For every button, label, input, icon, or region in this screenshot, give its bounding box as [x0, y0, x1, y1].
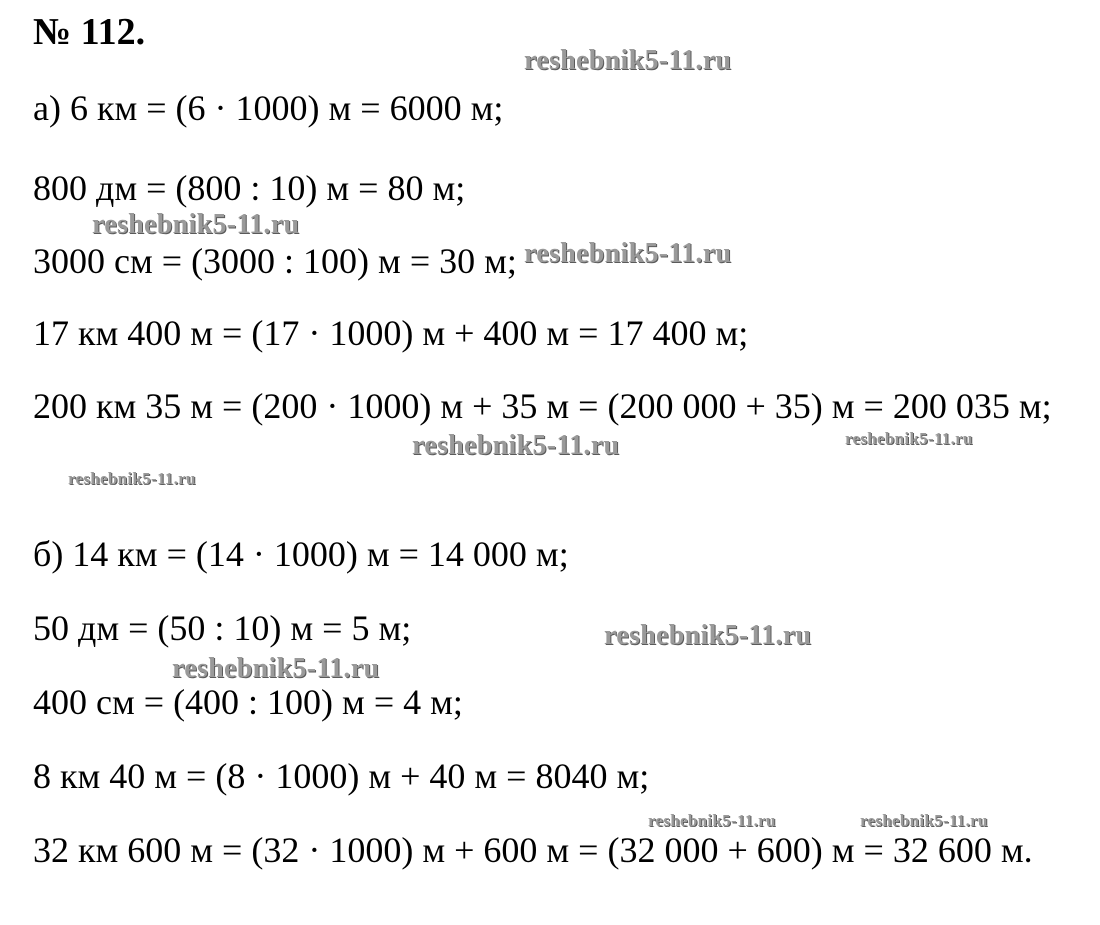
- watermark: reshebnik5-11.ru: [648, 811, 776, 830]
- solution-line-a5: 200 км 35 м = (200 · 1000) м + 35 м = (200 000 + 35) м = 200 035 м;: [33, 386, 1052, 426]
- solution-line-b5: 32 км 600 м = (32 · 1000) м + 600 м = (32 000 + 600) м = 32 600 м.: [33, 830, 1033, 870]
- watermark: reshebnik5-11.ru: [68, 469, 196, 488]
- watermark: reshebnik5-11.ru: [860, 811, 988, 830]
- solution-line-a2: 800 дм = (800 : 10) м = 80 м;: [33, 168, 466, 208]
- watermark: reshebnik5-11.ru: [524, 45, 732, 76]
- watermark: reshebnik5-11.ru: [92, 209, 300, 240]
- watermark: reshebnik5-11.ru: [524, 238, 732, 269]
- solution-line-a4: 17 км 400 м = (17 · 1000) м + 400 м = 17 400 м;: [33, 313, 749, 353]
- solution-line-b1: б) 14 км = (14 · 1000) м = 14 000 м;: [33, 534, 569, 574]
- problem-title: № 112.: [33, 11, 146, 53]
- watermark: reshebnik5-11.ru: [412, 430, 620, 461]
- solution-line-b2: 50 дм = (50 : 10) м = 5 м;: [33, 608, 412, 648]
- solution-line-a1: а) 6 км = (6 · 1000) м = 6000 м;: [33, 88, 504, 128]
- watermark: reshebnik5-11.ru: [604, 620, 812, 651]
- solution-line-b3: 400 см = (400 : 100) м = 4 м;: [33, 682, 463, 722]
- watermark: reshebnik5-11.ru: [172, 653, 380, 684]
- solution-line-a3: 3000 см = (3000 : 100) м = 30 м;: [33, 241, 517, 281]
- watermark: reshebnik5-11.ru: [845, 429, 973, 448]
- solution-line-b4: 8 км 40 м = (8 · 1000) м + 40 м = 8040 м;: [33, 756, 650, 796]
